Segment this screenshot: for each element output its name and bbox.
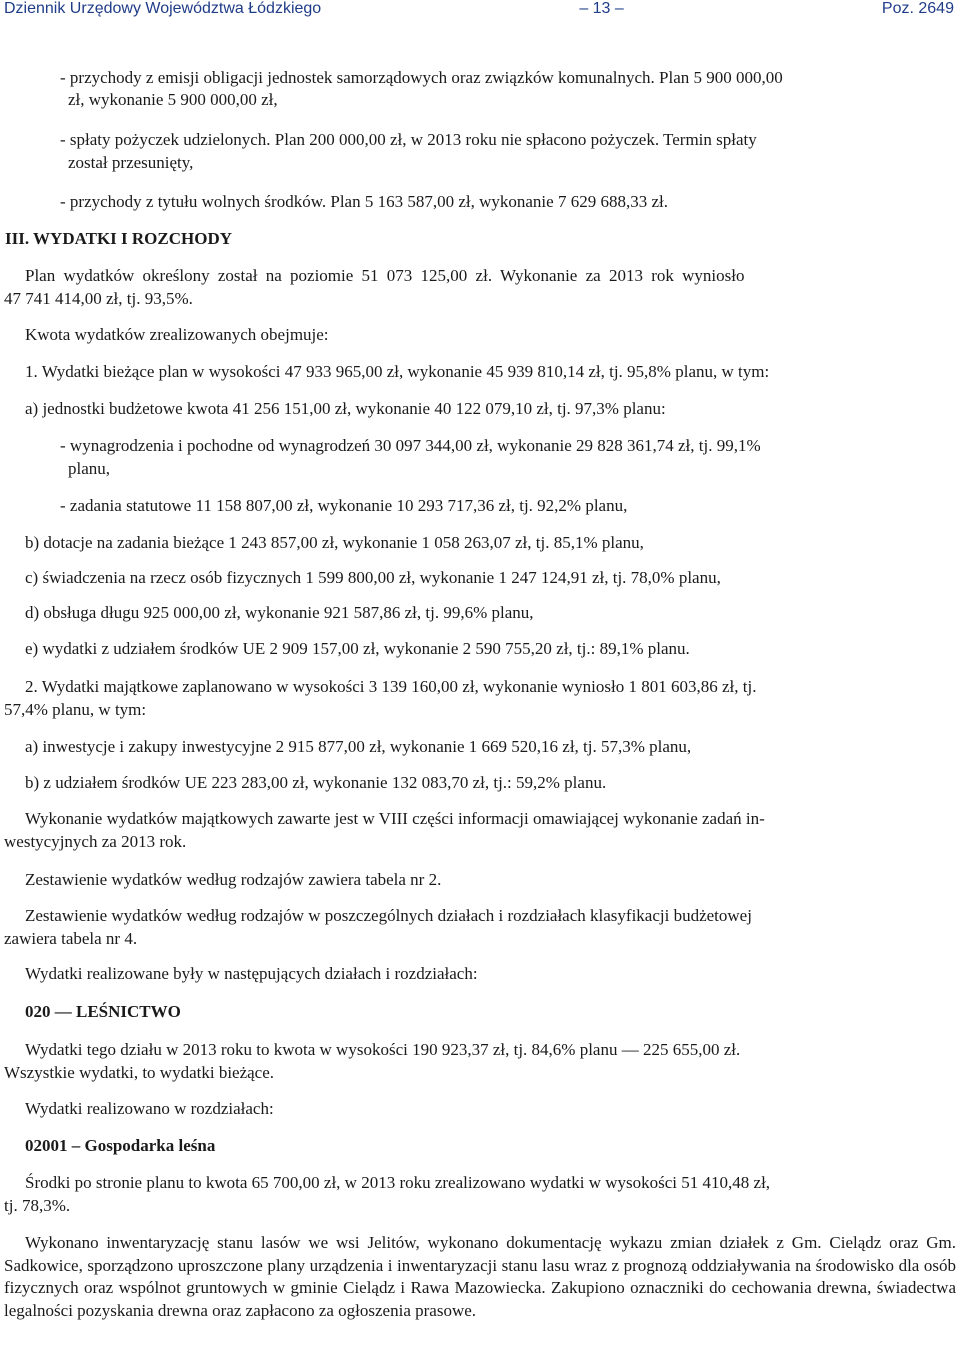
forestry-expenditures-line-1: Wydatki tego działu w 2013 roku to kwota w wysokości 190 923,37 zł, tj. 84,6% planu — 225 655,00 zł. xyxy=(25,1040,741,1059)
loan-repayment-line-2: został przesunięty, xyxy=(68,153,194,172)
eu-capital-line: b) z udziałem środków UE 223 283,00 zł, wykonanie 132 083,70 zł, tj.: 59,2% planu. xyxy=(25,773,607,792)
individual-benefits-line: c) świadczenia na rzecz osób fizycznych 1 599 800,00 zł, wykonanie 1 247 124,91 zł, tj. 78,0% planu, xyxy=(25,568,721,587)
capital-report-line-2: westycyjnych za 2013 rok. xyxy=(4,832,187,851)
section-heading-expenditures: III. WYDATKI I ROZCHODY xyxy=(5,229,233,248)
division-heading-forestry: 020 — LEŚNICTWO xyxy=(25,1002,181,1021)
journal-title: Dziennik Urzędowy Województwa Łódzkiego xyxy=(4,0,322,17)
position-number: Poz. 2649 xyxy=(881,0,954,17)
current-expenditures-line: 1. Wydatki bieżące plan w wysokości 47 933 965,00 zł, wykonanie 45 939 810,14 zł, tj. 95,8% planu, w tym: xyxy=(25,362,770,381)
page-number: – 13 – xyxy=(579,0,624,17)
capital-expenditures-line-1: 2. Wydatki majątkowe zaplanowano w wysokości 3 139 160,00 zł, wykonanie wyniosło 1 801 603,86 zł, tj. xyxy=(25,677,757,696)
income-bonds-line-2: zł, wykonanie 5 900 000,00 zł, xyxy=(68,90,278,109)
salaries-line-2: planu, xyxy=(68,459,111,478)
expenditure-scope-line: Kwota wydatków zrealizowanych obejmuje: xyxy=(25,325,329,344)
expenditure-plan-text-1: Plan wydatków określony został na poziomie 51 073 125,00 zł. Wykonanie za 2013 rok wyniosło xyxy=(25,266,745,285)
expenditure-plan-line-1 xyxy=(25,266,955,286)
forest-funds-line-2: tj. 78,3%. xyxy=(4,1196,71,1215)
forest-funds-line-1: Środki po stronie planu to kwota 65 700,00 zł, w 2013 roku zrealizowano wydatki w wysokości 51 410,48 zł, xyxy=(25,1173,771,1192)
divisions-intro-line: Wydatki realizowane były w następujących działach i rozdziałach: xyxy=(25,964,478,983)
income-bonds-line-1: - przychody z emisji obligacji jednostek samorządowych oraz związków komunalnych. Plan 5 900 000,00 xyxy=(60,68,783,87)
salaries-line-1: - wynagrodzenia i pochodne od wynagrodzeń 30 097 344,00 zł, wykonanie 29 828 361,74 zł, tj. 99,1% xyxy=(60,436,761,455)
debt-service-line: d) obsługa długu 925 000,00 zł, wykonanie 921 587,86 zł, tj. 99,6% planu, xyxy=(25,603,534,622)
summary-table-4-line-1: Zestawienie wydatków według rodzajów w poszczególnych działach i rozdziałach klasyfikacji budżetowej xyxy=(25,906,752,925)
page-header xyxy=(4,0,954,18)
capital-report-line-1: Wykonanie wydatków majątkowych zawarte jest w VIII części informacji omawiającej wykonanie zadań in- xyxy=(25,809,765,828)
expenditure-plan-line-2: 47 741 414,00 zł, tj. 93,5%. xyxy=(4,289,193,308)
investments-line: a) inwestycje i zakupy inwestycyjne 2 915 877,00 zł, wykonanie 1 669 520,16 zł, tj. 57,3% planu, xyxy=(25,737,692,756)
subsidies-line: b) dotacje na zadania bieżące 1 243 857,00 zł, wykonanie 1 058 263,07 zł, tj. 85,1% planu, xyxy=(25,533,644,552)
statutory-tasks-line: - zadania statutowe 11 158 807,00 zł, wykonanie 10 293 717,36 zł, tj. 92,2% planu, xyxy=(60,496,628,515)
chapters-intro-line: Wydatki realizowano w rozdziałach: xyxy=(25,1099,274,1118)
forestry-expenditures-line-2: Wszystkie wydatki, to wydatki bieżące. xyxy=(4,1063,275,1082)
budget-units-line: a) jednostki budżetowe kwota 41 256 151,00 zł, wykonanie 40 122 079,10 zł, tj. 97,3% planu: xyxy=(25,399,666,418)
eu-funds-line: e) wydatki z udziałem środków UE 2 909 157,00 zł, wykonanie 2 590 755,20 zł, tj.: 89,1% planu. xyxy=(25,639,690,658)
forest-activities-paragraph: Wykonano inwentaryzację stanu lasów we wsi Jelitów, wykonano dokumentację wykazu zmian działek z Gm. Cielądz oraz Gm. Sadkowice, sporządzono uproszczone plany urządzenia i inwentaryzacji stanu lasu wraz z prognozą oddziaływania na środowisko dla osób fizycznych oraz wspólnot gruntowych w gminie Cielądz i Rawa Mazowiecka. Zakupiono oznaczniki do cechowania drewna, świadectwa legalności pozyskania drewna oraz zapłacono za ogłoszenia prasowe. xyxy=(4,1233,956,1320)
capital-expenditures-line-2: 57,4% planu, w tym: xyxy=(4,700,147,719)
loan-repayment-line-1: - spłaty pożyczek udzielonych. Plan 200 000,00 zł, w 2013 roku nie spłacono pożyczek. Termin spłaty xyxy=(60,130,757,149)
summary-table-4-line-2: zawiera tabela nr 4. xyxy=(4,929,138,948)
free-funds-line: - przychody z tytułu wolnych środków. Plan 5 163 587,00 zł, wykonanie 7 629 688,33 zł. xyxy=(60,192,668,211)
chapter-heading-forest-management: 02001 – Gospodarka leśna xyxy=(25,1136,216,1155)
summary-table-2-line: Zestawienie wydatków według rodzajów zawiera tabela nr 2. xyxy=(25,870,442,889)
